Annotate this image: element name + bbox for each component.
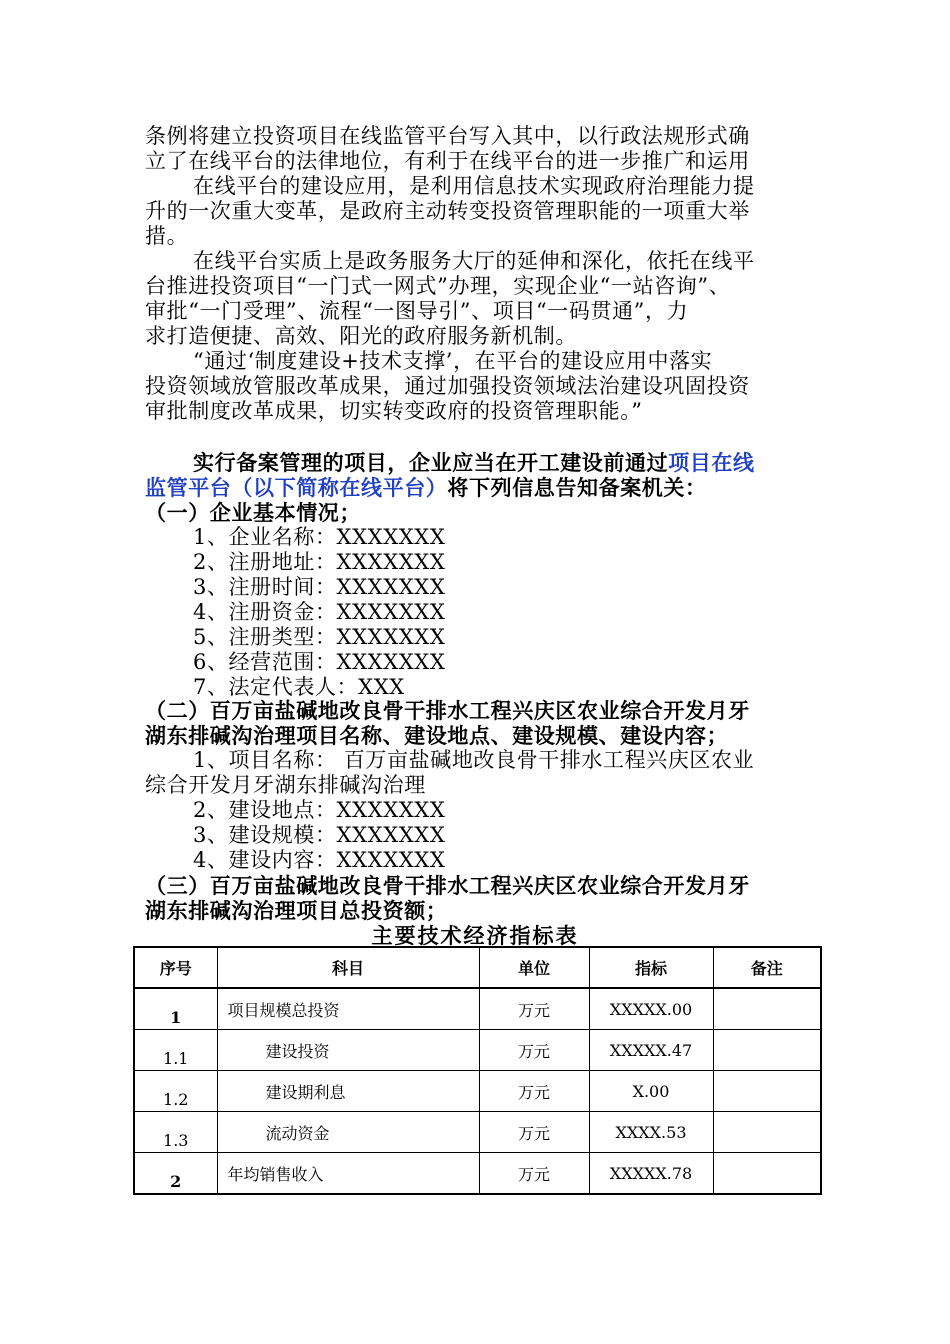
row-subject: 建设期利息: [217, 1071, 479, 1112]
section-heading: （三）百万亩盐碱地改良骨干排水工程兴庆区农业综合开发月牙: [145, 873, 750, 898]
row-note: [713, 1112, 821, 1153]
table-header-row: [134, 947, 821, 988]
list-item: 2、注册地址：XXXXXXX: [193, 550, 446, 574]
section-heading: 湖东排碱沟治理项目名称、建设地点、建设规模、建设内容；: [145, 723, 729, 748]
row-unit: 万元: [479, 1071, 589, 1112]
paragraph-line: 条例将建立投资项目在线监管平台写入其中，以行政法规形式确: [145, 124, 750, 148]
row-unit: 万元: [479, 1153, 589, 1195]
paragraph-line: 措。: [145, 224, 189, 248]
row-subject: 年均销售收入: [217, 1153, 479, 1195]
header-cell-unit: 单位: [479, 947, 589, 988]
row-no: 1: [134, 988, 217, 1030]
list-item: 1、企业名称：XXXXXXX: [193, 525, 446, 549]
filing-paragraph-line: [193, 450, 755, 475]
table-row: [134, 1071, 821, 1112]
row-unit: 万元: [479, 1030, 589, 1071]
list-item: 4、建设内容：XXXXXXX: [193, 848, 446, 872]
row-no: 1.1: [134, 1030, 217, 1071]
row-unit: 万元: [479, 988, 589, 1030]
paragraph-line: “通过‘制度建设+技术支撑’，在平台的建设应用中落实: [193, 349, 713, 373]
row-value: XXXXX.78: [589, 1153, 713, 1195]
row-subject: 项目规模总投资: [217, 988, 479, 1030]
paragraph-line: 在线平台实质上是政务服务大厅的延伸和深化，依托在线平: [193, 249, 755, 273]
paragraph-line: 审批“一门受理”、流程“一图导引”、项目“一码贯通”，力: [145, 299, 689, 323]
paragraph-line: 求打造便捷、高效、阳光的政府服务新机制。: [145, 324, 577, 348]
row-no: 1.2: [134, 1071, 217, 1112]
row-value: X.00: [589, 1071, 713, 1112]
table-row: [134, 1030, 821, 1071]
table-row: [134, 988, 821, 1030]
row-no: 2: [134, 1153, 217, 1195]
list-item: 7、法定代表人：XXX: [193, 675, 405, 699]
indicator-table: [133, 946, 822, 1195]
header-cell-value: 指标: [589, 947, 713, 988]
paragraph-line: 在线平台的建设应用，是利用信息技术实现政府治理能力提: [193, 174, 755, 198]
paragraph-line: 立了在线平台的法律地位，有利于在线平台的进一步推广和运用: [145, 149, 750, 173]
paragraph-line: 升的一次重大变革，是政府主动转变投资管理职能的一项重大举: [145, 199, 750, 223]
list-item: 4、注册资金：XXXXXXX: [193, 600, 446, 624]
row-note: [713, 988, 821, 1030]
list-item: 综合开发月牙湖东排碱沟治理: [145, 773, 426, 797]
filing-text: 将下列信息告知备案机关：: [447, 475, 707, 500]
section-heading: 湖东排碱沟治理项目总投资额；: [145, 898, 448, 923]
section-heading: （二）百万亩盐碱地改良骨干排水工程兴庆区农业综合开发月牙: [145, 698, 750, 723]
row-value: XXXXX.47: [589, 1030, 713, 1071]
row-note: [713, 1030, 821, 1071]
platform-link[interactable]: 项目在线: [668, 450, 755, 475]
row-value: XXXXX.00: [589, 988, 713, 1030]
section-heading: （一）企业基本情况；: [145, 500, 361, 525]
paragraph-line: 投资领域放管服改革成果，通过加强投资领域法治建设巩固投资: [145, 374, 750, 398]
row-value: XXXX.53: [589, 1112, 713, 1153]
list-item: 3、建设规模：XXXXXXX: [193, 823, 446, 847]
list-item: 5、注册类型：XXXXXXX: [193, 625, 446, 649]
paragraph-line: 审批制度改革成果，切实转变政府的投资管理职能。”: [145, 399, 643, 423]
header-cell-no: 序号: [134, 947, 217, 988]
row-no: 1.3: [134, 1112, 217, 1153]
filing-paragraph-line: [145, 475, 707, 500]
row-unit: 万元: [479, 1112, 589, 1153]
platform-link[interactable]: 监管平台（以下简称在线平台）: [145, 475, 448, 500]
list-item: 6、经营范围：XXXXXXX: [193, 650, 446, 674]
filing-text: 实行备案管理的项目，企业应当在开工建设前通过: [193, 450, 669, 475]
table-row: [134, 1153, 821, 1195]
row-note: [713, 1071, 821, 1112]
row-subject: 流动资金: [217, 1112, 479, 1153]
paragraph-line: 台推进投资项目“一门式一网式”办理，实现企业“一站咨询”、: [145, 274, 731, 298]
row-note: [713, 1153, 821, 1195]
header-cell-subject: 科目: [217, 947, 479, 988]
header-cell-note: 备注: [713, 947, 821, 988]
list-item: 1、项目名称： 百万亩盐碱地改良骨干排水工程兴庆区农业: [193, 748, 755, 772]
list-item: 3、注册时间：XXXXXXX: [193, 575, 446, 599]
list-item: 2、建设地点：XXXXXXX: [193, 798, 446, 822]
row-subject: 建设投资: [217, 1030, 479, 1071]
table-row: [134, 1112, 821, 1153]
table-title: 主要技术经济指标表: [371, 923, 579, 948]
